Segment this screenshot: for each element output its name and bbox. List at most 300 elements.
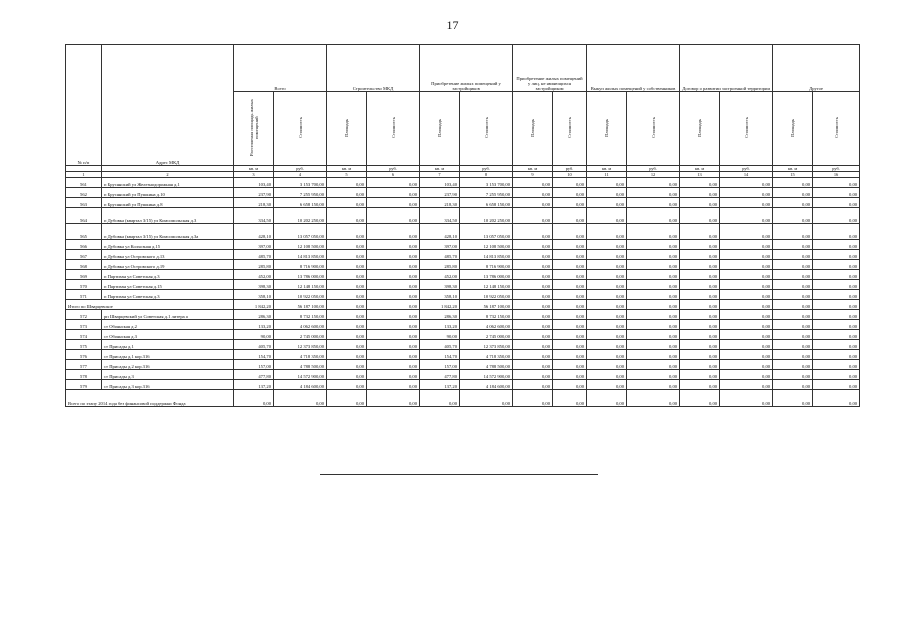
unit-cell: руб. xyxy=(813,166,860,172)
value-cell: 0,00 xyxy=(627,250,680,260)
row-number: 573 xyxy=(66,320,102,330)
unit-cell: руб. xyxy=(274,166,327,172)
subheader-cell xyxy=(680,92,720,166)
header-group: Всего xyxy=(234,45,327,92)
table-row xyxy=(66,260,860,270)
total-value: 1 842,20 xyxy=(234,300,274,310)
value-cell: 0,00 xyxy=(367,370,420,380)
value-cell: 0,00 xyxy=(680,240,720,250)
value-cell: 14 813 850,00 xyxy=(460,250,513,260)
value-cell: 0,00 xyxy=(367,350,420,360)
column-number: 3 xyxy=(234,172,274,178)
value-cell: 0,00 xyxy=(553,240,587,250)
value-cell: 0,00 xyxy=(773,320,813,330)
value-cell: 0,00 xyxy=(513,224,553,240)
value-cell: 0,00 xyxy=(553,370,587,380)
value-cell: 0,00 xyxy=(327,224,367,240)
value-cell: 0,00 xyxy=(587,188,627,198)
value-cell: 0,00 xyxy=(367,360,420,370)
value-cell: 0,00 xyxy=(680,208,720,224)
column-number: 12 xyxy=(627,172,680,178)
row-number: 569 xyxy=(66,270,102,280)
value-cell: 0,00 xyxy=(720,260,773,270)
value-cell: 0,00 xyxy=(680,178,720,188)
value-cell: 285,80 xyxy=(234,260,274,270)
value-cell: 0,00 xyxy=(627,370,680,380)
value-cell: 0,00 xyxy=(720,270,773,280)
subheader-label: Стоимость xyxy=(833,117,839,139)
column-number: 2 xyxy=(102,172,234,178)
total-value: 0,00 xyxy=(720,390,773,407)
value-cell: 0,00 xyxy=(627,320,680,330)
row-number: 579 xyxy=(66,380,102,390)
subheader-label: Площадь xyxy=(437,119,443,137)
value-cell: 137,20 xyxy=(420,380,460,390)
total-value: 0,00 xyxy=(813,390,860,407)
value-cell: 0,00 xyxy=(680,360,720,370)
value-cell: 0,00 xyxy=(813,340,860,350)
column-number: 5 xyxy=(327,172,367,178)
resettlement-table xyxy=(65,44,860,407)
subheader-label: Стоимость xyxy=(567,117,573,139)
value-cell: 0,00 xyxy=(773,360,813,370)
value-cell: 0,00 xyxy=(327,350,367,360)
value-cell: 0,00 xyxy=(367,340,420,350)
value-cell: 0,00 xyxy=(680,198,720,208)
unit-cell: кв. м xyxy=(420,166,460,172)
value-cell: 0,00 xyxy=(367,198,420,208)
value-cell: 0,00 xyxy=(813,178,860,188)
value-cell: 90,00 xyxy=(234,330,274,340)
value-cell: 0,00 xyxy=(553,260,587,270)
table-row xyxy=(66,340,860,350)
value-cell: 0,00 xyxy=(513,198,553,208)
value-cell: 286,30 xyxy=(420,310,460,320)
value-cell: 4 062 600,00 xyxy=(274,320,327,330)
unit-cell: руб. xyxy=(460,166,513,172)
subheader-label: Стоимость xyxy=(390,117,396,139)
value-cell: 0,00 xyxy=(327,330,367,340)
value-cell: 0,00 xyxy=(813,320,860,330)
value-cell: 0,00 xyxy=(627,188,680,198)
value-cell: 0,00 xyxy=(513,340,553,350)
row-number: 578 xyxy=(66,370,102,380)
value-cell: 0,00 xyxy=(327,260,367,270)
value-cell: 0,00 xyxy=(680,350,720,360)
value-cell: 12 373 850,00 xyxy=(460,340,513,350)
subheader-label: Расселяемая площадь жилых помещений xyxy=(248,99,259,157)
value-cell: 0,00 xyxy=(513,240,553,250)
header-group: Договор о развитии застроенной территории xyxy=(680,45,773,92)
value-cell: 0,00 xyxy=(680,380,720,390)
value-cell: 0,00 xyxy=(513,270,553,280)
row-address: рп Шварцевский ул Советская д.1 литера а xyxy=(102,310,234,320)
value-cell: 0,00 xyxy=(813,290,860,300)
value-cell: 0,00 xyxy=(813,280,860,290)
total-value: 0,00 xyxy=(680,300,720,310)
row-address: п Дубовка (квартал 3/15) ул Комсомольская д.3а xyxy=(102,224,234,240)
value-cell: 133,20 xyxy=(420,320,460,330)
row-address: ст Присады д.3 кор.316 xyxy=(102,380,234,390)
column-number: 15 xyxy=(773,172,813,178)
value-cell: 218,30 xyxy=(420,198,460,208)
value-cell: 0,00 xyxy=(553,224,587,240)
value-cell: 398,30 xyxy=(234,280,274,290)
table-row xyxy=(66,224,860,240)
row-address: ст Присады д.1 кор.316 xyxy=(102,350,234,360)
value-cell: 4 788 500,00 xyxy=(460,360,513,370)
unit-cell: кв. м xyxy=(773,166,813,172)
value-cell: 6 658 150,00 xyxy=(460,198,513,208)
row-number: 566 xyxy=(66,240,102,250)
value-cell: 0,00 xyxy=(773,310,813,320)
subheader-label: Стоимость xyxy=(743,117,749,139)
value-cell: 13 786 000,00 xyxy=(460,270,513,280)
value-cell: 0,00 xyxy=(367,270,420,280)
row-number: 561 xyxy=(66,178,102,188)
total-label: Всего по этапу 2014 года без финансовой поддержки Фонда xyxy=(66,390,234,407)
value-cell: 157,00 xyxy=(420,360,460,370)
subheader-cell xyxy=(420,92,460,166)
value-cell: 10 202 250,00 xyxy=(274,208,327,224)
value-cell: 0,00 xyxy=(327,270,367,280)
total-value: 0,00 xyxy=(553,390,587,407)
value-cell: 0,00 xyxy=(587,280,627,290)
value-cell: 0,00 xyxy=(720,178,773,188)
value-cell: 0,00 xyxy=(553,290,587,300)
row-number: 576 xyxy=(66,350,102,360)
value-cell: 0,00 xyxy=(587,290,627,300)
value-cell: 0,00 xyxy=(627,310,680,320)
subheader-label: Площадь xyxy=(604,119,610,137)
value-cell: 0,00 xyxy=(587,320,627,330)
value-cell: 0,00 xyxy=(553,250,587,260)
value-cell: 334,50 xyxy=(234,208,274,224)
value-cell: 0,00 xyxy=(720,380,773,390)
unit-cell: кв. м xyxy=(680,166,720,172)
value-cell: 0,00 xyxy=(720,208,773,224)
value-cell: 4 062 600,00 xyxy=(460,320,513,330)
value-cell: 0,00 xyxy=(627,270,680,280)
column-number: 9 xyxy=(513,172,553,178)
value-cell: 0,00 xyxy=(720,198,773,208)
row-address: п Партизан ул Советская д.15 xyxy=(102,280,234,290)
value-cell: 0,00 xyxy=(367,224,420,240)
value-cell: 0,00 xyxy=(813,198,860,208)
value-cell: 0,00 xyxy=(327,188,367,198)
value-cell: 0,00 xyxy=(367,208,420,224)
total-value: 0,00 xyxy=(513,300,553,310)
signature-line xyxy=(320,474,598,475)
value-cell: 0,00 xyxy=(813,208,860,224)
row-number: 577 xyxy=(66,360,102,370)
value-cell: 0,00 xyxy=(587,208,627,224)
value-cell: 0,00 xyxy=(367,380,420,390)
value-cell: 452,00 xyxy=(234,270,274,280)
value-cell: 0,00 xyxy=(813,360,860,370)
value-cell: 0,00 xyxy=(720,280,773,290)
value-cell: 0,00 xyxy=(553,380,587,390)
value-cell: 0,00 xyxy=(773,198,813,208)
value-cell: 0,00 xyxy=(553,340,587,350)
row-address: п Брусянский ул Железнодорожная д.1 xyxy=(102,178,234,188)
total-value: 56 187 100,00 xyxy=(274,300,327,310)
row-number: 567 xyxy=(66,250,102,260)
value-cell: 0,00 xyxy=(720,250,773,260)
total-value: 0,00 xyxy=(627,390,680,407)
table-row xyxy=(66,360,860,370)
row-address: п Дубовка ул Островского д.13 xyxy=(102,250,234,260)
value-cell: 0,00 xyxy=(627,240,680,250)
value-cell: 154,70 xyxy=(420,350,460,360)
value-cell: 0,00 xyxy=(813,310,860,320)
header-group: Приобретение жилых помещений у застройщиков xyxy=(420,45,513,92)
value-cell: 0,00 xyxy=(680,250,720,260)
row-address: ст Обоянская д.3 xyxy=(102,330,234,340)
value-cell: 0,00 xyxy=(627,224,680,240)
table-row xyxy=(66,208,860,224)
value-cell: 0,00 xyxy=(680,188,720,198)
value-cell: 0,00 xyxy=(327,370,367,380)
row-number: 565 xyxy=(66,224,102,240)
column-number: 11 xyxy=(587,172,627,178)
value-cell: 4 788 500,00 xyxy=(274,360,327,370)
value-cell: 103,40 xyxy=(420,178,460,188)
table-row xyxy=(66,198,860,208)
subheader-cell xyxy=(327,92,367,166)
value-cell: 0,00 xyxy=(367,250,420,260)
value-cell: 14 572 900,00 xyxy=(460,370,513,380)
value-cell: 0,00 xyxy=(587,380,627,390)
header-no: № п/п xyxy=(66,45,102,166)
value-cell: 0,00 xyxy=(553,198,587,208)
value-cell: 358,10 xyxy=(234,290,274,300)
value-cell: 0,00 xyxy=(327,178,367,188)
total-value: 0,00 xyxy=(773,300,813,310)
value-cell: 0,00 xyxy=(327,208,367,224)
unit-cell: кв. м xyxy=(234,166,274,172)
value-cell: 0,00 xyxy=(720,240,773,250)
unit-cell: руб. xyxy=(627,166,680,172)
value-cell: 0,00 xyxy=(327,380,367,390)
value-cell: 0,00 xyxy=(367,260,420,270)
total-value: 0,00 xyxy=(234,390,274,407)
value-cell: 0,00 xyxy=(513,280,553,290)
value-cell: 0,00 xyxy=(553,188,587,198)
value-cell: 0,00 xyxy=(327,360,367,370)
subheader-label: Площадь xyxy=(530,119,536,137)
row-address: ст Присады д.2 кор.316 xyxy=(102,360,234,370)
value-cell: 13 786 000,00 xyxy=(274,270,327,280)
value-cell: 8 732 150,00 xyxy=(274,310,327,320)
total-value: 0,00 xyxy=(327,390,367,407)
value-cell: 10 202 250,00 xyxy=(460,208,513,224)
value-cell: 0,00 xyxy=(720,290,773,300)
value-cell: 0,00 xyxy=(587,310,627,320)
value-cell: 0,00 xyxy=(367,320,420,330)
total-value: 1 842,20 xyxy=(420,300,460,310)
value-cell: 428,10 xyxy=(234,224,274,240)
value-cell: 0,00 xyxy=(587,198,627,208)
total-value: 0,00 xyxy=(367,300,420,310)
value-cell: 0,00 xyxy=(553,330,587,340)
value-cell: 0,00 xyxy=(587,350,627,360)
value-cell: 397,00 xyxy=(234,240,274,250)
value-cell: 0,00 xyxy=(720,370,773,380)
total-value: 0,00 xyxy=(367,390,420,407)
unit-cell: кв. м xyxy=(513,166,553,172)
value-cell: 90,00 xyxy=(420,330,460,340)
value-cell: 10 922 050,00 xyxy=(460,290,513,300)
value-cell: 0,00 xyxy=(367,280,420,290)
value-cell: 0,00 xyxy=(720,360,773,370)
value-cell: 0,00 xyxy=(720,320,773,330)
value-cell: 0,00 xyxy=(587,178,627,188)
table-row xyxy=(66,380,860,390)
value-cell: 0,00 xyxy=(720,188,773,198)
table-row xyxy=(66,370,860,380)
subheader-label: Стоимость xyxy=(483,117,489,139)
table-row xyxy=(66,280,860,290)
value-cell: 398,30 xyxy=(420,280,460,290)
value-cell: 0,00 xyxy=(813,250,860,260)
value-cell: 0,00 xyxy=(773,208,813,224)
row-number: 575 xyxy=(66,340,102,350)
value-cell: 0,00 xyxy=(813,330,860,340)
value-cell: 0,00 xyxy=(553,360,587,370)
value-cell: 0,00 xyxy=(327,250,367,260)
value-cell: 8 716 900,00 xyxy=(460,260,513,270)
value-cell: 4 718 350,00 xyxy=(274,350,327,360)
value-cell: 12 108 500,00 xyxy=(274,240,327,250)
value-cell: 0,00 xyxy=(513,188,553,198)
value-cell: 0,00 xyxy=(773,178,813,188)
value-cell: 0,00 xyxy=(813,380,860,390)
table-row xyxy=(66,250,860,260)
subheader-cell xyxy=(773,92,813,166)
total-value: 0,00 xyxy=(680,390,720,407)
unit-cell: кв. м xyxy=(327,166,367,172)
value-cell: 13 057 050,00 xyxy=(274,224,327,240)
total-value: 0,00 xyxy=(274,390,327,407)
value-cell: 0,00 xyxy=(773,240,813,250)
value-cell: 0,00 xyxy=(367,240,420,250)
value-cell: 0,00 xyxy=(513,320,553,330)
value-cell: 0,00 xyxy=(773,270,813,280)
value-cell: 4 718 350,00 xyxy=(460,350,513,360)
row-address: ст Присады д.1 xyxy=(102,340,234,350)
header-address: Адрес МКД xyxy=(102,45,234,166)
unit-cell: кв. м xyxy=(587,166,627,172)
value-cell: 0,00 xyxy=(367,188,420,198)
subheader-cell xyxy=(513,92,553,166)
value-cell: 7 255 950,00 xyxy=(460,188,513,198)
value-cell: 0,00 xyxy=(773,280,813,290)
value-cell: 0,00 xyxy=(513,360,553,370)
row-number: 562 xyxy=(66,188,102,198)
value-cell: 137,20 xyxy=(234,380,274,390)
value-cell: 0,00 xyxy=(327,290,367,300)
total-value: 0,00 xyxy=(720,300,773,310)
value-cell: 358,10 xyxy=(420,290,460,300)
value-cell: 0,00 xyxy=(813,370,860,380)
value-cell: 14 572 900,00 xyxy=(274,370,327,380)
value-cell: 0,00 xyxy=(773,380,813,390)
total-value: 0,00 xyxy=(627,300,680,310)
header-group: Другое xyxy=(773,45,860,92)
row-address: п Партизан ул Советская д.3 xyxy=(102,270,234,280)
value-cell: 0,00 xyxy=(553,178,587,188)
value-cell: 0,00 xyxy=(627,350,680,360)
value-cell: 0,00 xyxy=(367,330,420,340)
value-cell: 0,00 xyxy=(720,310,773,320)
value-cell: 0,00 xyxy=(720,350,773,360)
value-cell: 0,00 xyxy=(773,330,813,340)
subheader-label: Стоимость xyxy=(650,117,656,139)
row-address: ст Обоянская д.2 xyxy=(102,320,234,330)
value-cell: 0,00 xyxy=(627,330,680,340)
value-cell: 452,00 xyxy=(420,270,460,280)
row-number: 570 xyxy=(66,280,102,290)
value-cell: 0,00 xyxy=(513,290,553,300)
value-cell: 12 108 500,00 xyxy=(460,240,513,250)
total-value: 0,00 xyxy=(587,390,627,407)
value-cell: 0,00 xyxy=(587,370,627,380)
value-cell: 133,20 xyxy=(234,320,274,330)
value-cell: 0,00 xyxy=(813,240,860,250)
value-cell: 0,00 xyxy=(513,370,553,380)
column-number: 16 xyxy=(813,172,860,178)
value-cell: 0,00 xyxy=(773,350,813,360)
value-cell: 0,00 xyxy=(587,240,627,250)
value-cell: 0,00 xyxy=(587,224,627,240)
value-cell: 3 153 700,00 xyxy=(460,178,513,188)
table-row xyxy=(66,240,860,250)
total-value: 0,00 xyxy=(813,300,860,310)
value-cell: 0,00 xyxy=(720,330,773,340)
value-cell: 0,00 xyxy=(513,250,553,260)
subheader-cell xyxy=(460,92,513,166)
value-cell: 0,00 xyxy=(553,280,587,290)
value-cell: 334,50 xyxy=(420,208,460,224)
value-cell: 13 057 050,00 xyxy=(460,224,513,240)
value-cell: 3 153 700,00 xyxy=(274,178,327,188)
value-cell: 428,10 xyxy=(420,224,460,240)
value-cell: 4 184 600,00 xyxy=(460,380,513,390)
value-cell: 237,90 xyxy=(234,188,274,198)
table-row xyxy=(66,350,860,360)
total-value: 56 187 100,00 xyxy=(460,300,513,310)
value-cell: 0,00 xyxy=(513,178,553,188)
value-cell: 7 255 950,00 xyxy=(274,188,327,198)
value-cell: 0,00 xyxy=(513,350,553,360)
value-cell: 0,00 xyxy=(720,224,773,240)
value-cell: 0,00 xyxy=(587,250,627,260)
value-cell: 0,00 xyxy=(680,370,720,380)
subheader-cell xyxy=(367,92,420,166)
value-cell: 0,00 xyxy=(587,260,627,270)
value-cell: 0,00 xyxy=(680,320,720,330)
total-row xyxy=(66,300,860,310)
value-cell: 0,00 xyxy=(553,350,587,360)
subheader-cell xyxy=(627,92,680,166)
value-cell: 0,00 xyxy=(720,340,773,350)
value-cell: 8 732 150,00 xyxy=(460,310,513,320)
subheader-label: Площадь xyxy=(344,119,350,137)
column-number: 10 xyxy=(553,172,587,178)
value-cell: 0,00 xyxy=(627,380,680,390)
value-cell: 0,00 xyxy=(627,178,680,188)
